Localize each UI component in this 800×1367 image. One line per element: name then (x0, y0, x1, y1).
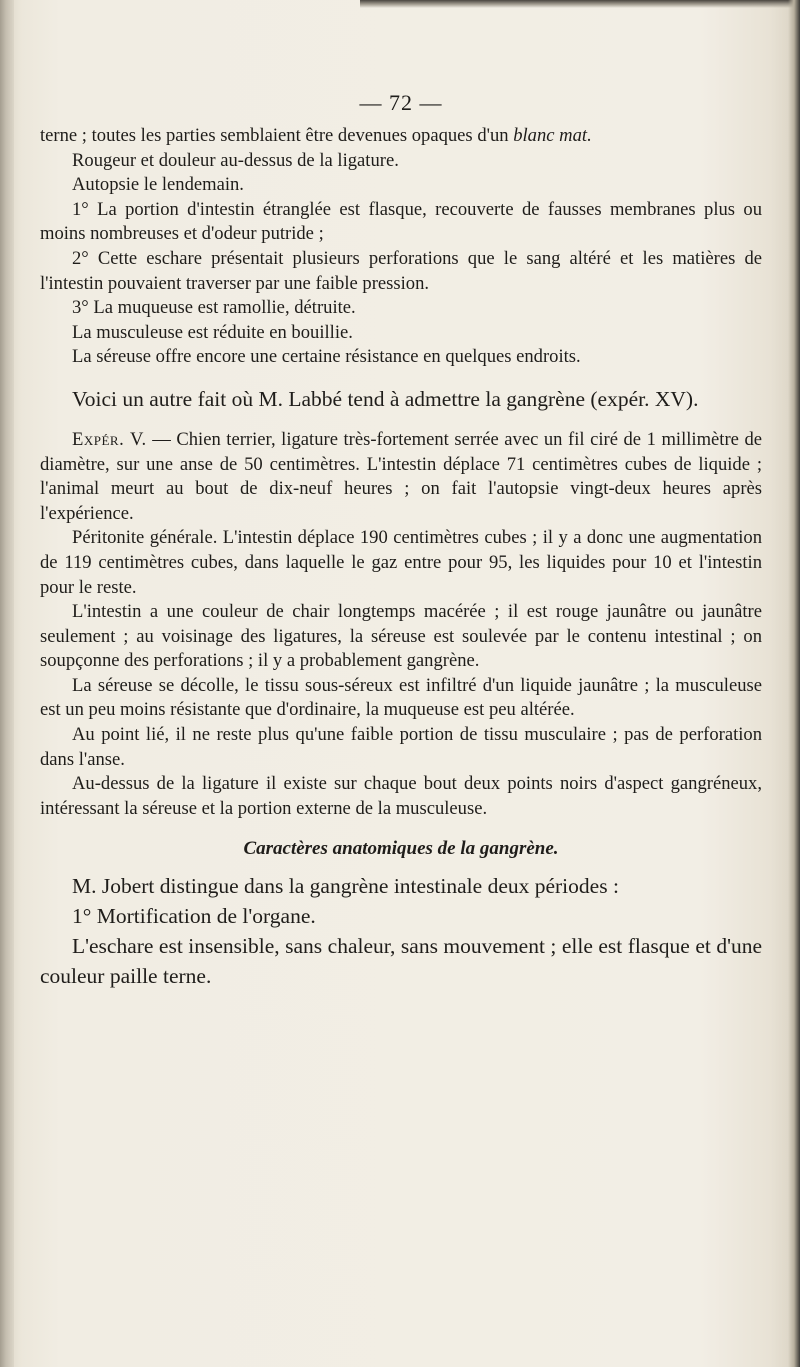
finding-5: La séreuse offre encore une certaine résistance en quelques endroits. (72, 346, 581, 368)
intro-paragraph (40, 124, 762, 149)
section-heading: Caractères anatomiques de la gangrène. (243, 838, 559, 860)
spacer (40, 414, 762, 428)
page-number: — 72 — (359, 90, 443, 115)
experiment-body: — Chien terrier, ligature très-fortement serrée avec un fil ciré de 1 millimètre de diamètre, sur une anse de 50 centimètres. L'intestin déplace 71 centimètres cubes de liquide ; l'animal meurt au bout de dix-neuf heures ; on fait l'autopsie vingt-deux heures après l'expérience. (40, 428, 762, 524)
page-right-edge (788, 0, 800, 1367)
intro-italic: blanc mat. (513, 125, 592, 146)
autopsie-paragraph: Autopsie le lendemain. (72, 174, 244, 196)
finding-1: 1° La portion d'intestin étranglée est flasque, recouverte de fausses membranes plus ou moins nombreuses et d'odeur putride ; (40, 198, 762, 245)
page-top-edge (360, 0, 800, 8)
intro-line: terne ; toutes les parties semblaient être devenues opaques d'un (40, 125, 514, 146)
experiment-paragraph-5: Au-dessus de la ligature il existe sur chaque bout deux points noirs d'aspect gangréneux, intéressant la séreuse et la portion externe de la musculeuse. (40, 773, 762, 819)
page-content (40, 90, 762, 991)
spacer (40, 863, 762, 871)
experiment-paragraph-1: Péritonite générale. L'intestin déplace 190 centimètres cubes ; il y a donc une augmentation de 119 centimètres cubes, dans laquelle le gaz entre pour 95, les liquides pour 10 et l'intestin pour le reste. (40, 527, 762, 598)
closing-paragraph-2: 1° Mortification de l'organe. (72, 904, 316, 929)
experiment-paragraph-4: Au point lié, il ne reste plus qu'une faible portion de tissu musculaire ; pas de perforation dans l'anse. (40, 724, 762, 770)
closing-paragraph-1: M. Jobert distingue dans la gangrène intestinale deux périodes : (72, 874, 619, 899)
rougeur-paragraph: Rougeur et douleur au-dessus de la ligature. (72, 149, 399, 171)
page-binding-shadow (0, 0, 14, 1367)
finding-3: 3° La muqueuse est ramollie, détruite. (72, 297, 356, 319)
finding-4: La musculeuse est réduite en bouillie. (72, 321, 353, 343)
finding-2: 2° Cette eschare présentait plusieurs perforations que le sang altéré et les matières de l'intestin pouvaient traverser par une faible pression. (40, 247, 762, 294)
experiment-label: Expér. V. (72, 428, 147, 450)
experiment-paragraph-3: La séreuse se décolle, le tissu sous-séreux est infiltré d'un liquide jaunâtre ; la musculeuse est un peu moins résistante que d'ordinaire, la muqueuse est peu altérée. (40, 674, 762, 721)
experiment-paragraph (40, 428, 762, 526)
experiment-paragraph-2: L'intestin a une couleur de chair longtemps macérée ; il est rouge jaunâtre ou jaunâtre seulement ; au voisinage des ligatures, la séreuse est soulevée par le contenu intestinal ; on soupçonne des perforations ; il y a probablement gangrène. (40, 601, 762, 672)
spacer (40, 821, 762, 835)
closing-paragraph-3: L'eschare est insensible, sans chaleur, sans mouvement ; elle est flasque et d'une couleur paille terne. (40, 934, 762, 989)
spacer (40, 370, 762, 384)
lead-paragraph: Voici un autre fait où M. Labbé tend à admettre la gangrène (expér. XV). (72, 386, 699, 411)
